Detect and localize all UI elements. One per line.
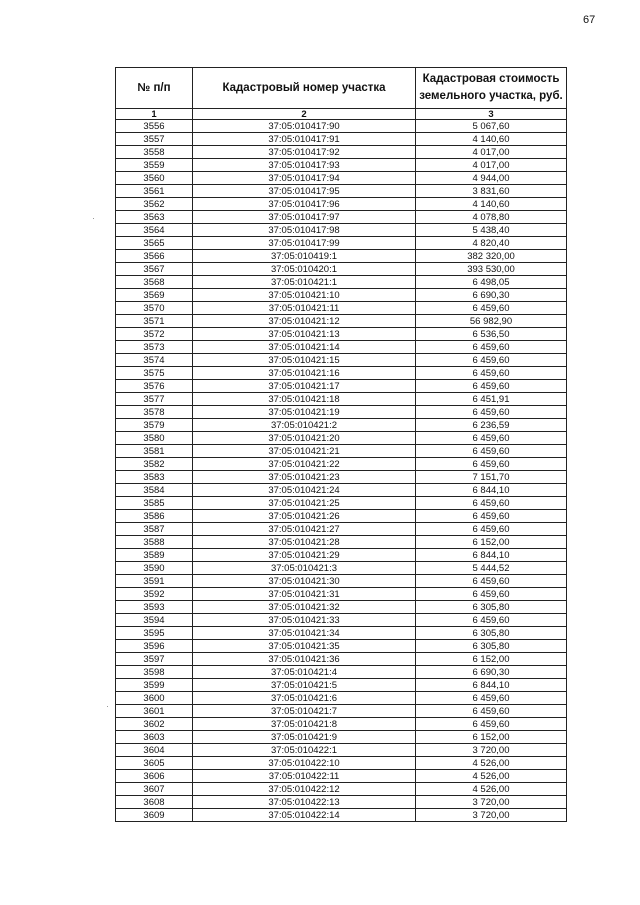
cadastral-value-cell: 6 305,80: [416, 640, 567, 653]
cadastral-value-cell: 7 151,70: [416, 471, 567, 484]
cadastral-number-cell: 37:05:010422:12: [193, 783, 416, 796]
page-number: 67: [583, 14, 596, 26]
table-row: [116, 783, 567, 796]
cadastral-number-cell: 37:05:010421:30: [193, 575, 416, 588]
table-row: [116, 250, 567, 263]
table-row: [116, 315, 567, 328]
column-number-row: [116, 109, 567, 120]
table-row: [116, 484, 567, 497]
row-number-cell: 3587: [116, 523, 193, 536]
cadastral-number-cell: 37:05:010421:21: [193, 445, 416, 458]
table-row: [116, 458, 567, 471]
table-row: [116, 263, 567, 276]
table-row: [116, 731, 567, 744]
row-number-cell: 3608: [116, 796, 193, 809]
cadastral-value-cell: 4 017,00: [416, 146, 567, 159]
column-number-1: 1: [116, 109, 193, 120]
cadastral-value-table: [115, 67, 567, 822]
table-row: [116, 445, 567, 458]
cadastral-value-cell: 6 459,60: [416, 523, 567, 536]
table-row: [116, 627, 567, 640]
cadastral-value-cell: 6 459,60: [416, 575, 567, 588]
cadastral-number-cell: 37:05:010421:24: [193, 484, 416, 497]
cadastral-value-cell: 6 152,00: [416, 731, 567, 744]
cadastral-value-cell: 6 690,30: [416, 666, 567, 679]
header-cadastral-value: Кадастровая стоимость земельного участка, руб.: [416, 68, 567, 109]
table-row: [116, 276, 567, 289]
cadastral-value-cell: 3 720,00: [416, 796, 567, 809]
cadastral-value-cell: 6 459,60: [416, 432, 567, 445]
table-row: [116, 159, 567, 172]
cadastral-value-cell: 6 152,00: [416, 536, 567, 549]
table-row: [116, 601, 567, 614]
cadastral-value-cell: 4 526,00: [416, 757, 567, 770]
cadastral-number-cell: 37:05:010421:20: [193, 432, 416, 445]
cadastral-number-cell: 37:05:010421:8: [193, 718, 416, 731]
row-number-cell: 3571: [116, 315, 193, 328]
cadastral-number-cell: 37:05:010421:6: [193, 692, 416, 705]
table-row: [116, 211, 567, 224]
cadastral-value-cell: 4 017,00: [416, 159, 567, 172]
row-number-cell: 3572: [116, 328, 193, 341]
cadastral-value-cell: 6 459,60: [416, 406, 567, 419]
row-number-cell: 3609: [116, 809, 193, 822]
table-row: [116, 705, 567, 718]
row-number-cell: 3602: [116, 718, 193, 731]
cadastral-number-cell: 37:05:010421:23: [193, 471, 416, 484]
row-number-cell: 3578: [116, 406, 193, 419]
cadastral-value-cell: 382 320,00: [416, 250, 567, 263]
cadastral-number-cell: 37:05:010421:10: [193, 289, 416, 302]
table-row: [116, 120, 567, 133]
cadastral-number-cell: 37:05:010417:98: [193, 224, 416, 237]
cadastral-value-cell: 6 536,50: [416, 328, 567, 341]
cadastral-number-cell: 37:05:010421:18: [193, 393, 416, 406]
table-row: [116, 757, 567, 770]
cadastral-number-cell: 37:05:010421:15: [193, 354, 416, 367]
column-number-3: 3: [416, 109, 567, 120]
table-row: [116, 289, 567, 302]
cadastral-value-cell: 5 067,60: [416, 120, 567, 133]
cadastral-value-cell: 6 305,80: [416, 601, 567, 614]
cadastral-number-cell: 37:05:010421:1: [193, 276, 416, 289]
row-number-cell: 3556: [116, 120, 193, 133]
cadastral-number-cell: 37:05:010421:9: [193, 731, 416, 744]
cadastral-value-cell: 6 459,60: [416, 497, 567, 510]
cadastral-number-cell: 37:05:010421:28: [193, 536, 416, 549]
header-cadastral-number: Кадастровый номер участка: [193, 68, 416, 109]
table-row: [116, 185, 567, 198]
cadastral-number-cell: 37:05:010422:10: [193, 757, 416, 770]
scan-speck: [93, 218, 94, 219]
row-number-cell: 3596: [116, 640, 193, 653]
cadastral-value-cell: 4 944,00: [416, 172, 567, 185]
table-row: [116, 575, 567, 588]
cadastral-number-cell: 37:05:010421:3: [193, 562, 416, 575]
row-number-cell: 3560: [116, 172, 193, 185]
cadastral-number-cell: 37:05:010417:91: [193, 133, 416, 146]
row-number-cell: 3594: [116, 614, 193, 627]
cadastral-value-cell: 6 459,60: [416, 302, 567, 315]
cadastral-number-cell: 37:05:010421:27: [193, 523, 416, 536]
cadastral-value-cell: 6 844,10: [416, 549, 567, 562]
row-number-cell: 3580: [116, 432, 193, 445]
row-number-cell: 3569: [116, 289, 193, 302]
cadastral-number-cell: 37:05:010421:25: [193, 497, 416, 510]
cadastral-number-cell: 37:05:010422:11: [193, 770, 416, 783]
cadastral-value-cell: 4 526,00: [416, 783, 567, 796]
cadastral-number-cell: 37:05:010421:16: [193, 367, 416, 380]
cadastral-number-cell: 37:05:010421:32: [193, 601, 416, 614]
row-number-cell: 3595: [116, 627, 193, 640]
table-row: [116, 692, 567, 705]
table-row: [116, 471, 567, 484]
row-number-cell: 3605: [116, 757, 193, 770]
cadastral-number-cell: 37:05:010421:26: [193, 510, 416, 523]
row-number-cell: 3601: [116, 705, 193, 718]
cadastral-value-cell: 6 459,60: [416, 692, 567, 705]
table-row: [116, 432, 567, 445]
cadastral-value-cell: 6 459,60: [416, 588, 567, 601]
cadastral-number-cell: 37:05:010421:11: [193, 302, 416, 315]
row-number-cell: 3603: [116, 731, 193, 744]
cadastral-value-cell: 3 720,00: [416, 744, 567, 757]
cadastral-value-cell: 4 140,60: [416, 198, 567, 211]
row-number-cell: 3593: [116, 601, 193, 614]
row-number-cell: 3570: [116, 302, 193, 315]
row-number-cell: 3574: [116, 354, 193, 367]
cadastral-number-cell: 37:05:010421:13: [193, 328, 416, 341]
table-header-row: [116, 68, 567, 109]
cadastral-number-cell: 37:05:010421:17: [193, 380, 416, 393]
cadastral-value-cell: 6 844,10: [416, 679, 567, 692]
table-row: [116, 224, 567, 237]
cadastral-number-cell: 37:05:010421:7: [193, 705, 416, 718]
table-row: [116, 770, 567, 783]
cadastral-value-cell: 6 459,60: [416, 341, 567, 354]
cadastral-value-cell: 4 078,80: [416, 211, 567, 224]
row-number-cell: 3606: [116, 770, 193, 783]
cadastral-number-cell: 37:05:010421:29: [193, 549, 416, 562]
table-row: [116, 237, 567, 250]
cadastral-number-cell: 37:05:010422:13: [193, 796, 416, 809]
cadastral-number-cell: 37:05:010421:36: [193, 653, 416, 666]
table-row: [116, 809, 567, 822]
table-row: [116, 302, 567, 315]
table-row: [116, 640, 567, 653]
row-number-cell: 3583: [116, 471, 193, 484]
cadastral-value-cell: 3 720,00: [416, 809, 567, 822]
table-row: [116, 328, 567, 341]
row-number-cell: 3599: [116, 679, 193, 692]
table-row: [116, 146, 567, 159]
cadastral-number-cell: 37:05:010417:95: [193, 185, 416, 198]
table-row: [116, 354, 567, 367]
row-number-cell: 3573: [116, 341, 193, 354]
cadastral-number-cell: 37:05:010417:90: [193, 120, 416, 133]
table-row: [116, 198, 567, 211]
cadastral-number-cell: 37:05:010421:12: [193, 315, 416, 328]
row-number-cell: 3586: [116, 510, 193, 523]
cadastral-value-cell: 6 152,00: [416, 653, 567, 666]
table-row: [116, 614, 567, 627]
cadastral-number-cell: 37:05:010421:14: [193, 341, 416, 354]
cadastral-number-cell: 37:05:010421:34: [193, 627, 416, 640]
row-number-cell: 3600: [116, 692, 193, 705]
table-row: [116, 679, 567, 692]
table-row: [116, 380, 567, 393]
cadastral-value-cell: 4 526,00: [416, 770, 567, 783]
scan-speck: [107, 706, 108, 707]
cadastral-value-cell: 4 140,60: [416, 133, 567, 146]
cadastral-value-cell: 3 831,60: [416, 185, 567, 198]
cadastral-value-cell: 6 236,59: [416, 419, 567, 432]
table-row: [116, 562, 567, 575]
table-row: [116, 510, 567, 523]
table-row: [116, 718, 567, 731]
table-row: [116, 393, 567, 406]
row-number-cell: 3581: [116, 445, 193, 458]
row-number-cell: 3582: [116, 458, 193, 471]
cadastral-value-cell: 6 459,60: [416, 367, 567, 380]
cadastral-value-cell: 6 459,60: [416, 458, 567, 471]
cadastral-value-cell: 6 459,60: [416, 718, 567, 731]
cadastral-value-cell: 393 530,00: [416, 263, 567, 276]
row-number-cell: 3607: [116, 783, 193, 796]
cadastral-number-cell: 37:05:010421:2: [193, 419, 416, 432]
cadastral-number-cell: 37:05:010421:22: [193, 458, 416, 471]
row-number-cell: 3588: [116, 536, 193, 549]
table-row: [116, 172, 567, 185]
cadastral-value-cell: 6 459,60: [416, 705, 567, 718]
table-row: [116, 133, 567, 146]
row-number-cell: 3585: [116, 497, 193, 510]
table-row: [116, 653, 567, 666]
table-row: [116, 497, 567, 510]
table-row: [116, 588, 567, 601]
row-number-cell: 3575: [116, 367, 193, 380]
row-number-cell: 3590: [116, 562, 193, 575]
cadastral-number-cell: 37:05:010417:99: [193, 237, 416, 250]
cadastral-value-cell: 6 305,80: [416, 627, 567, 640]
cadastral-value-cell: 6 459,60: [416, 380, 567, 393]
row-number-cell: 3564: [116, 224, 193, 237]
cadastral-value-cell: 6 451,91: [416, 393, 567, 406]
row-number-cell: 3604: [116, 744, 193, 757]
cadastral-value-cell: 6 690,30: [416, 289, 567, 302]
cadastral-number-cell: 37:05:010421:5: [193, 679, 416, 692]
cadastral-number-cell: 37:05:010422:14: [193, 809, 416, 822]
cadastral-value-cell: 56 982,90: [416, 315, 567, 328]
row-number-cell: 3579: [116, 419, 193, 432]
cadastral-number-cell: 37:05:010420:1: [193, 263, 416, 276]
cadastral-value-cell: 5 444,52: [416, 562, 567, 575]
row-number-cell: 3567: [116, 263, 193, 276]
cadastral-value-cell: 6 459,60: [416, 510, 567, 523]
cadastral-value-cell: 6 844,10: [416, 484, 567, 497]
table-row: [116, 536, 567, 549]
row-number-cell: 3589: [116, 549, 193, 562]
table-row: [116, 341, 567, 354]
cadastral-number-cell: 37:05:010417:92: [193, 146, 416, 159]
table-row: [116, 406, 567, 419]
row-number-cell: 3559: [116, 159, 193, 172]
table-row: [116, 796, 567, 809]
cadastral-number-cell: 37:05:010417:96: [193, 198, 416, 211]
row-number-cell: 3558: [116, 146, 193, 159]
cadastral-value-cell: 6 459,60: [416, 445, 567, 458]
row-number-cell: 3565: [116, 237, 193, 250]
cadastral-number-cell: 37:05:010417:94: [193, 172, 416, 185]
cadastral-value-cell: 5 438,40: [416, 224, 567, 237]
row-number-cell: 3563: [116, 211, 193, 224]
row-number-cell: 3591: [116, 575, 193, 588]
row-number-cell: 3584: [116, 484, 193, 497]
header-number: № п/п: [116, 68, 193, 109]
cadastral-value-cell: 6 459,60: [416, 354, 567, 367]
cadastral-number-cell: 37:05:010417:97: [193, 211, 416, 224]
column-number-2: 2: [193, 109, 416, 120]
cadastral-number-cell: 37:05:010421:4: [193, 666, 416, 679]
cadastral-number-cell: 37:05:010421:35: [193, 640, 416, 653]
row-number-cell: 3557: [116, 133, 193, 146]
row-number-cell: 3566: [116, 250, 193, 263]
table-row: [116, 367, 567, 380]
cadastral-number-cell: 37:05:010421:33: [193, 614, 416, 627]
table-row: [116, 419, 567, 432]
table-row: [116, 744, 567, 757]
row-number-cell: 3592: [116, 588, 193, 601]
row-number-cell: 3562: [116, 198, 193, 211]
cadastral-value-cell: 4 820,40: [416, 237, 567, 250]
row-number-cell: 3568: [116, 276, 193, 289]
cadastral-number-cell: 37:05:010421:31: [193, 588, 416, 601]
row-number-cell: 3577: [116, 393, 193, 406]
row-number-cell: 3561: [116, 185, 193, 198]
cadastral-value-cell: 6 459,60: [416, 614, 567, 627]
table-row: [116, 549, 567, 562]
table-row: [116, 523, 567, 536]
cadastral-value-cell: 6 498,05: [416, 276, 567, 289]
row-number-cell: 3576: [116, 380, 193, 393]
cadastral-number-cell: 37:05:010422:1: [193, 744, 416, 757]
cadastral-number-cell: 37:05:010419:1: [193, 250, 416, 263]
table-row: [116, 666, 567, 679]
cadastral-number-cell: 37:05:010421:19: [193, 406, 416, 419]
cadastral-number-cell: 37:05:010417:93: [193, 159, 416, 172]
row-number-cell: 3598: [116, 666, 193, 679]
row-number-cell: 3597: [116, 653, 193, 666]
